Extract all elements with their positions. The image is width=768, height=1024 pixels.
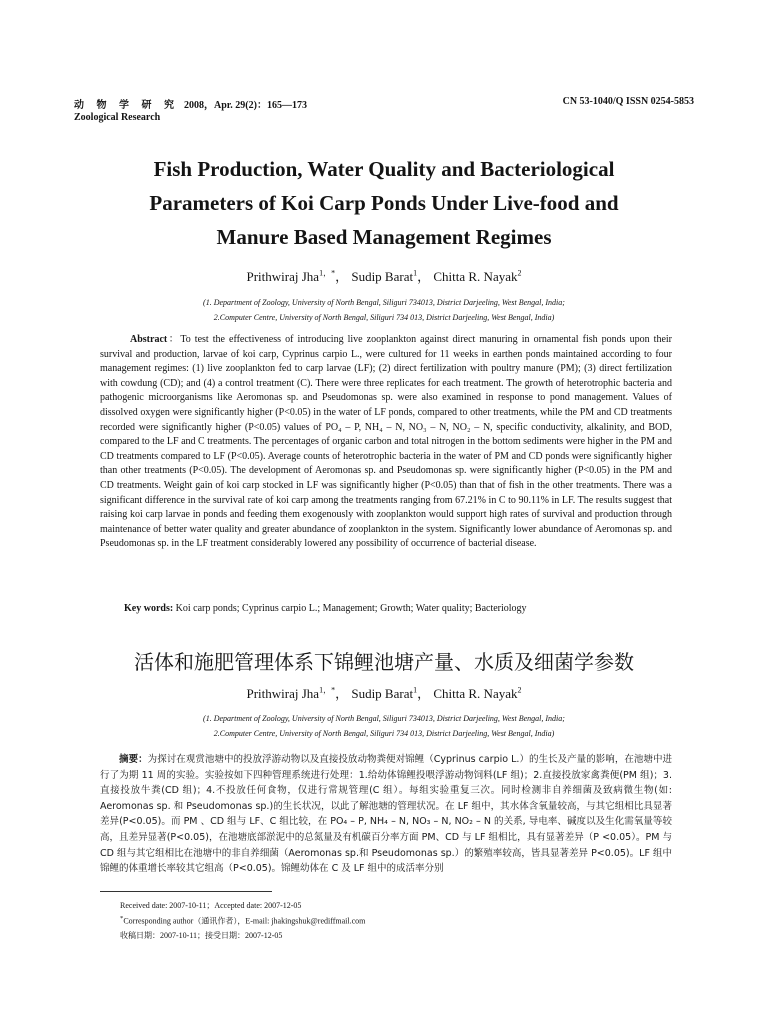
author-sup: 1，* [319,268,336,278]
abstract-text: ：To test the effectiveness of introducing live zooplankton against direct manuring in ornamental fish ponds upon their survival and production, larvae of koi carp, Cyprinus carpio L., were cultured for 11 weeks in earthen ponds maintained according to four management regimes: (1) live zooplankton fed to carp larvae (LF); (2) direct fertilization with poultry manure (PM); (3) direct fertilization with cowdung (CD); and (4) a control treatment (C). There were three replicates for each treatment. The growth of heterotrophic bacteria and pathogenic microorganisms like Aeromonas sp. and Pseudomonas sp. were also examined in response to pond management. Values of dissolved oxygen were significantly higher (P<0.05) in the water of LF ponds, compared to other treatments, while the PM and CD treatments recorded were significantly higher (P<0.05) values of PO₄ – P, NH₄ – N, NO₃ – N, NO₂ – N, specific conductivity, alkalinity, and BOD, compared to the LF and C treatments. The percentages of organic carbon and total nitrogen in the bottom sediments were higher in the PM and CD treatments compared to LF (P<0.05). Average counts of heterotrophic bacteria in the water of PM and CD ponds were significantly higher than other treatments (P<0.05). The development of Aeromonas sp. and Pseudomonas sp. were significantly higher (P<0.05) in the PM and CD treatments. Weight gain of koi carp stocked in LF was significantly higher (P<0.05) than that of fish in the other treatments. There was a significant difference in the survival rate of koi carp among the treatments ranging from 67.21% in C to 90.11% in LF. The results suggest that raising koi carp larvae in ponds and feeding them exogenously with zooplankton would support high rates of survival and production through maintenance of better water quality and greater abundance of zooplankton in the system. Significantly lower abundance of Aeromonas sp. and Pseudomonas sp. in the LF treatment considerably lowered any possibility of occurrence of bacterial disease. [100,334,672,550]
abstract-cn [100,752,672,877]
footnote-mark: * [120,915,124,922]
title-line: Fish Production, Water Quality and Bacteriological [153,157,615,181]
citation: 2008，Apr. 29(2)：165—173 [184,100,307,111]
keywords-label: Key words: [124,603,174,614]
author-sup: 2 [517,268,522,278]
journal-name-cn: 动 物 学 研 究 [74,100,179,111]
author-list [84,266,684,285]
author-sup: 2 [517,685,522,695]
paper-title [84,152,684,254]
keywords [124,603,684,614]
author-sup: 1 [413,268,418,278]
affiliation-line: 2.Computer Centre, University of North Bengal, Siliguri 734 013, District Darjeeling, West Bengal, India) [213,313,555,322]
footnote-corresponding-text: Corresponding author（通讯作者），E-mail: jhakingshuk@rediffmail.com [123,916,366,926]
affiliation-line: (1. Department of Zoology, University of North Bengal, Siliguri 734013, District Darjeeling, West Bengal, India; [203,714,565,723]
author-name: Sudip Barat [351,686,414,701]
abstract-cn-text: 为探讨在观赏池塘中的投放浮游动物以及直接投放动物粪便对锦鲤（Cyprinus carpio L.）的生长及产量的影响，在池塘中进行了为期 11 周的实验。实验按如下四种管理系统进行处理：1.给幼体锦鲤投喂浮游动物饲料(LF 组)；2.直接投放家禽粪便(PM 组)；3.直接投放牛粪(CD 组)；4.不投放任何食物，仅进行常规管理(C 组）。每组实验重复三次。同时检测非自养细菌及致病微生物(如: Aeromonas sp. 和 Pseudomonas sp.)的生长状况，以此了解池塘的管理状况。在 LF 组中，其水体含氧量较高，与其它组相比具显著差异(P<0.05)。而 PM 、CD 组与 LF、C 组比较，在 PO₄ – P, NH₄ – N, NO₃ – N, NO₂ – N 的关系, 导电率、碱度以及生化需氧量等较高，且差异显著(P<0.05)，在池塘底部淤泥中的总氮量及有机碳百分率方面 PM、CD 与 LF 组相比，具有显著差异（P <0.05）。PM 与 CD 组与其它组相比在池塘中的非自养细菌（Aeromonas sp.和 Pseudomonas sp.）的繁殖率较高，皆具显著差异 P<0.05)。LF 组中锦鲤的体重增长率较其它组高（P<0.05)。锦鲤幼体在 C 及 LF 组中的成活率分别 [100,754,672,875]
author-name: Sudip Barat [351,269,414,284]
abstract-cn-label: 摘要： [119,754,148,765]
footnote-received: Received date: 2007-10-11；Accepted date: 2007-12-05 [120,901,302,910]
affiliations [84,295,684,325]
author-name: Chitta R. Nayak [433,686,518,701]
affiliations-cn-section [84,711,684,741]
author-list-cn-section [84,683,684,702]
footnote-received-cn: 收稿日期：2007-10-11；接受日期：2007-12-05 [120,931,283,940]
author-sup: 1，* [319,685,336,695]
author-name: Prithwiraj Jha [246,269,320,284]
author-separator: ， [417,686,431,701]
affiliation-line: (1. Department of Zoology, University of North Bengal, Siliguri 734013, District Darjeeling, West Bengal, India; [203,298,565,307]
journal-citation [74,96,307,111]
paper-title-cn: 活体和施肥管理体系下锦鲤池塘产量、水质及细菌学参数 [134,650,634,674]
author-sup: 1 [413,685,418,695]
abstract-en [100,333,672,552]
title-line: Manure Based Management Regimes [216,225,552,249]
author-separator: ， [417,269,431,284]
affiliation-line: 2.Computer Centre, University of North Bengal, Siliguri 734 013, District Darjeeling, West Bengal, India) [213,729,555,738]
author-separator: ， [335,269,349,284]
issn: CN 53-1040/Q ISSN 0254-5853 [562,96,694,107]
author-separator: ， [335,686,349,701]
footnote-divider [100,891,272,892]
abstract-label: Abstract [130,334,168,345]
author-name: Prithwiraj Jha [246,686,320,701]
author-name: Chitta R. Nayak [433,269,518,284]
footnote-corresponding [120,915,365,927]
title-line: Parameters of Koi Carp Ponds Under Live-food and [149,191,619,215]
journal-name-en: Zoological Research [74,112,161,123]
keywords-text: Koi carp ponds; Cyprinus carpio L.; Management; Growth; Water quality; Bacteriology [173,603,527,614]
